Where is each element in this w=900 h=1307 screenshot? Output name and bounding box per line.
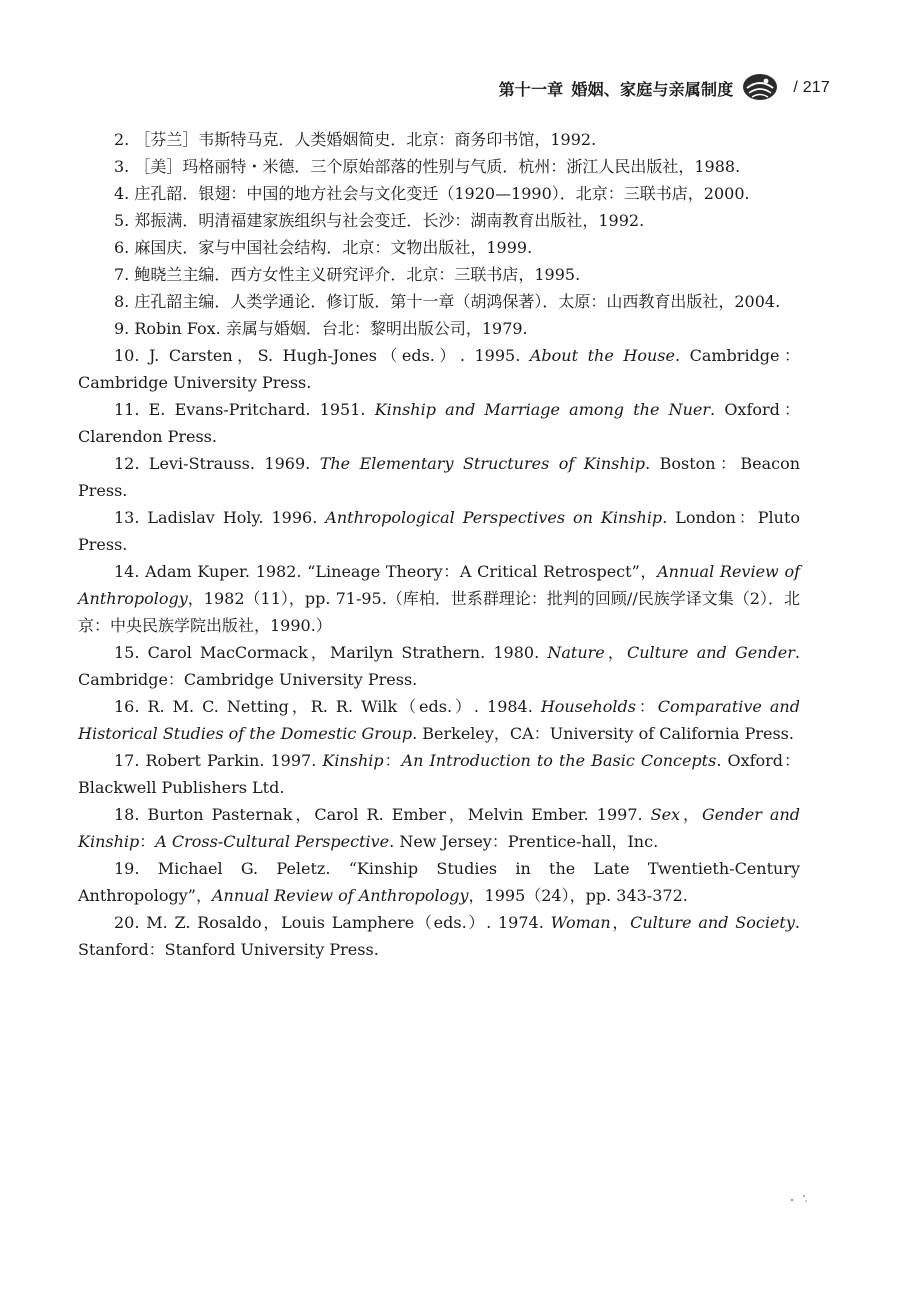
reference-text: . Oxford：Clarendon Press. — [78, 400, 801, 446]
reference-text: 4. 庄孔韶．银翅：中国的地方社会与文化变迁（1920—1990）．北京：三联书店，2000. — [114, 184, 750, 203]
reference-text: 15. Carol MacCormack，Marilyn Strathern. 1980. — [114, 643, 548, 662]
reference-title-italic: An Introduction to the Basic Concepts — [401, 751, 717, 770]
reference-text: 10. J. Carsten，S. Hugh-Jones（eds.）. 1995. — [114, 346, 530, 365]
reference-item — [78, 315, 800, 342]
reference-title-italic: Annual Review of Anthropology — [78, 562, 801, 608]
reference-item — [78, 558, 800, 639]
reference-text: 19. Michael G. Peletz. “Kinship Studies in the Late Twentieth-Century Anthropology”， — [78, 859, 800, 905]
reference-text: 6. 麻国庆．家与中国社会结构．北京：文物出版社，1999. — [114, 238, 533, 257]
reference-item — [78, 450, 800, 504]
reference-text: . Berkeley，CA：University of California Press. — [412, 724, 794, 743]
reference-text: 2. ［芬兰］韦斯特马克．人类婚姻简史．北京：商务印书馆，1992. — [114, 130, 597, 149]
reference-text: . New Jersey：Prentice-hall，Inc. — [389, 832, 659, 851]
reference-title-italic: Culture and Society — [630, 913, 795, 932]
reference-item — [78, 288, 800, 315]
reference-text: . London：Pluto Press. — [78, 508, 801, 554]
reference-title-italic: Households — [540, 697, 636, 716]
reference-item — [78, 747, 800, 801]
reference-title-italic: Culture and Gender — [627, 643, 795, 662]
reference-text: . Cambridge：Cambridge University Press. — [78, 643, 800, 689]
reference-item — [78, 180, 800, 207]
reference-item — [78, 207, 800, 234]
reference-title-italic: A Cross-Cultural Perspective — [155, 832, 390, 851]
scan-specks — [786, 1190, 814, 1206]
chapter-label: 第十一章 — [498, 79, 564, 99]
reference-title-italic: About the House — [529, 346, 675, 365]
reference-list — [78, 126, 800, 963]
reference-text: 20. M. Z. Rosaldo，Louis Lamphere（eds.）. 1974. — [114, 913, 551, 932]
reference-item — [78, 504, 800, 558]
reference-item — [78, 909, 800, 963]
reference-text: 12. Levi-Strauss. 1969. — [114, 454, 320, 473]
reference-text: 3. ［美］玛格丽特・米德．三个原始部落的性别与气质．杭州：浙江人民出版社，1988. — [114, 157, 741, 176]
reference-title-italic: Gender and Kinship — [78, 805, 800, 851]
reference-text: ： — [635, 697, 658, 716]
reference-item — [78, 693, 800, 747]
reference-text: 9. Robin Fox. 亲属与婚姻．台北：黎明出版公司，1979. — [114, 319, 528, 338]
reference-text: ，1995（24），pp. 343-372. — [468, 886, 688, 905]
reference-item — [78, 342, 800, 396]
reference-title-italic: Kinship — [322, 751, 384, 770]
reference-text: 14. Adam Kuper. 1982. “Lineage Theory：A Critical Retrospect”， — [114, 562, 658, 581]
reference-title-italic: Kinship and Marriage among the Nuer — [374, 400, 711, 419]
reference-item — [78, 639, 800, 693]
reference-text: ， — [680, 805, 702, 824]
reference-item — [78, 234, 800, 261]
reference-title-italic: Woman — [550, 913, 611, 932]
reference-item — [78, 261, 800, 288]
reference-text: 11. E. Evans-Pritchard. 1951. — [114, 400, 375, 419]
chapter-title: 婚姻、家庭与亲属制度 — [571, 79, 734, 99]
reference-text: . Oxford：Blackwell Publishers Ltd. — [78, 751, 801, 797]
reference-text: ， — [604, 643, 627, 662]
reference-text: 8. 庄孔韶主编．人类学通论．修订版．第十一章（胡鸿保著）．太原：山西教育出版社，2004. — [114, 292, 781, 311]
page-number: / 217 — [793, 79, 830, 96]
reference-text: . Boston：Beacon Press. — [78, 454, 801, 500]
reference-text: . Stanford：Stanford University Press. — [78, 913, 800, 959]
reference-text: ，1982（11），pp. 71-95.（库柏．世系群理论：批判的回顾//民族学译文集（2）．北京：中央民族学院出版社，1990.） — [78, 589, 800, 635]
reference-text: 5. 郑振满．明清福建家族组织与社会变迁．长沙：湖南教育出版社，1992. — [114, 211, 645, 230]
reference-text: 16. R. M. C. Netting，R. R. Wilk（eds.）. 1984. — [114, 697, 541, 716]
reference-text: 7. 鲍晓兰主编．西方女性主义研究评介．北京：三联书店，1995. — [114, 265, 581, 284]
reference-text: ： — [383, 751, 402, 770]
reference-text: 13. Ladislav Holy. 1996. — [114, 508, 326, 527]
reference-title-italic: Annual Review of Anthropology — [211, 886, 469, 905]
reference-text: . Cambridge：Cambridge University Press. — [78, 346, 800, 392]
reference-item — [78, 855, 800, 909]
reference-title-italic: Sex — [650, 805, 681, 824]
reference-item — [78, 801, 800, 855]
reference-title-italic: Anthropological Perspectives on Kinship — [325, 508, 663, 527]
reference-item — [78, 153, 800, 180]
reference-item — [78, 126, 800, 153]
reference-title-italic: Nature — [547, 643, 605, 662]
reference-title-italic: Comparative and Historical Studies of the Domestic Group — [78, 697, 800, 743]
reference-text: 18. Burton Pasternak，Carol R. Ember，Melvin Ember. 1997. — [114, 805, 651, 824]
21-logo-icon — [741, 72, 779, 104]
reference-text: ： — [139, 832, 156, 851]
reference-text: 17. Robert Parkin. 1997. — [114, 751, 323, 770]
reference-text: ， — [610, 913, 631, 932]
reference-title-italic: The Elementary Structures of Kinship — [319, 454, 646, 473]
reference-item — [78, 396, 800, 450]
running-header — [499, 72, 830, 104]
